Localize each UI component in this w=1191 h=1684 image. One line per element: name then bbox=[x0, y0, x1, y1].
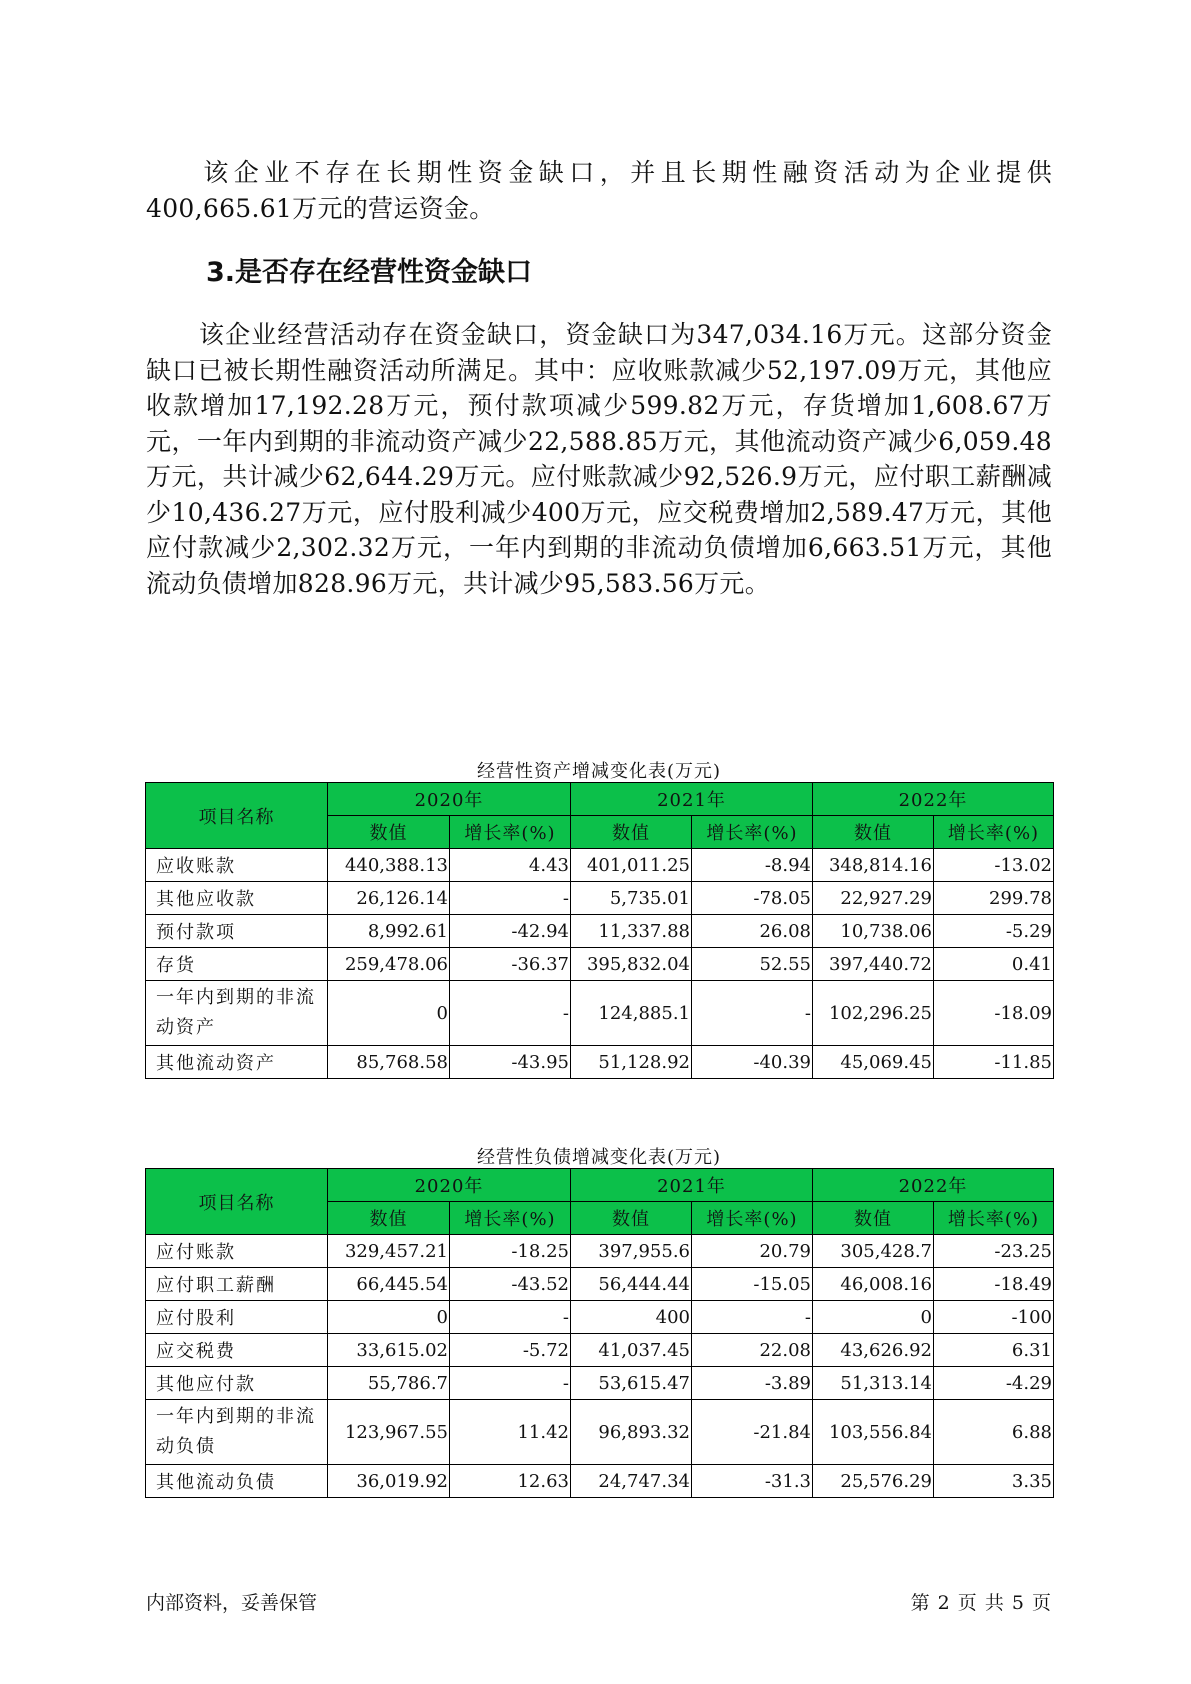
cell-value: 397,955.6 bbox=[571, 1235, 692, 1268]
cell-value: 259,478.06 bbox=[328, 948, 450, 981]
cell-growth-rate: -100 bbox=[934, 1301, 1054, 1334]
cell-growth-rate: - bbox=[450, 1367, 571, 1400]
header-year-2020: 2020年 bbox=[328, 1169, 571, 1202]
footer-confidential-note: 内部资料，妥善保管 bbox=[146, 1592, 318, 1614]
cell-growth-rate: -36.37 bbox=[450, 948, 571, 981]
footer-page-number: 第 2 页 共 5 页 bbox=[910, 1592, 1052, 1614]
row-item-name: 应收账款 bbox=[146, 849, 328, 882]
cell-value: 33,615.02 bbox=[328, 1334, 450, 1367]
cell-value: 8,992.61 bbox=[328, 915, 450, 948]
row-item-name: 其他应收款 bbox=[146, 882, 328, 915]
cell-growth-rate: - bbox=[450, 981, 571, 1046]
cell-growth-rate: -5.72 bbox=[450, 1334, 571, 1367]
row-item-name: 其他流动资产 bbox=[146, 1046, 328, 1079]
paragraph-long-term-gap: 该企业不存在长期性资金缺口，并且长期性融资活动为企业提供400,665.61万元的营运资金。 bbox=[146, 158, 1052, 223]
cell-value: 51,313.14 bbox=[813, 1367, 934, 1400]
cell-value: 96,893.32 bbox=[571, 1400, 692, 1465]
row-item-name: 应交税费 bbox=[146, 1334, 328, 1367]
cell-value: 103,556.84 bbox=[813, 1400, 934, 1465]
section-heading: 3.是否存在经营性资金缺口 bbox=[206, 257, 533, 288]
paragraph-operating-gap: 该企业经营活动存在资金缺口，资金缺口为347,034.16万元。这部分资金缺口已被长期性融资活动所满足。其中：应收账款减少52,197.09万元，其他应收款增加17,192.28万元，预付款项减少599.82万元，存货增加1,608.67万元，一年内到期的非流动资产减少22,588.85万元，其他流动资产减少6,059.48万元，共计减少62,644.29万元。应付账款减少92,526.9万元，应付职工薪酬减少10,436.27万元，应付股利减少400万元，应交税费增加2,589.47万元，其他应付款减少2,302.32万元，一年内到期的非流动负债增加6,663.51万元，其他流动负债增加828.96万元，共计减少95,583.56万元。 bbox=[146, 320, 1052, 598]
table-row bbox=[146, 1334, 1054, 1367]
cell-growth-rate: - bbox=[692, 981, 813, 1046]
cell-value: 46,008.16 bbox=[813, 1268, 934, 1301]
cell-value: 51,128.92 bbox=[571, 1046, 692, 1079]
cell-value: 36,019.92 bbox=[328, 1465, 450, 1498]
row-item-name: 一年内到期的非流动资产 bbox=[146, 981, 328, 1046]
cell-value: 53,615.47 bbox=[571, 1367, 692, 1400]
cell-growth-rate: 4.43 bbox=[450, 849, 571, 882]
row-item-name: 其他应付款 bbox=[146, 1367, 328, 1400]
table-row bbox=[146, 1465, 1054, 1498]
cell-growth-rate: -11.85 bbox=[934, 1046, 1054, 1079]
table-row bbox=[146, 849, 1054, 882]
cell-value: 11,337.88 bbox=[571, 915, 692, 948]
cell-growth-rate: 22.08 bbox=[692, 1334, 813, 1367]
cell-value: 401,011.25 bbox=[571, 849, 692, 882]
header-value: 数值 bbox=[328, 816, 450, 849]
cell-growth-rate: 26.08 bbox=[692, 915, 813, 948]
header-year-2021: 2021年 bbox=[571, 1169, 813, 1202]
cell-value: 43,626.92 bbox=[813, 1334, 934, 1367]
row-item-name: 应付账款 bbox=[146, 1235, 328, 1268]
cell-value: 5,735.01 bbox=[571, 882, 692, 915]
cell-value: 400 bbox=[571, 1301, 692, 1334]
cell-growth-rate: 299.78 bbox=[934, 882, 1054, 915]
cell-value: 397,440.72 bbox=[813, 948, 934, 981]
cell-value: 41,037.45 bbox=[571, 1334, 692, 1367]
row-item-name: 其他流动负债 bbox=[146, 1465, 328, 1498]
row-item-name: 一年内到期的非流动负债 bbox=[146, 1400, 328, 1465]
cell-growth-rate: -42.94 bbox=[450, 915, 571, 948]
cell-growth-rate: -4.29 bbox=[934, 1367, 1054, 1400]
cell-growth-rate: 3.35 bbox=[934, 1465, 1054, 1498]
row-item-name: 应付股利 bbox=[146, 1301, 328, 1334]
cell-growth-rate: -18.25 bbox=[450, 1235, 571, 1268]
row-item-name: 预付款项 bbox=[146, 915, 328, 948]
header-growth: 增长率(%) bbox=[450, 816, 571, 849]
header-value: 数值 bbox=[813, 816, 934, 849]
table-row bbox=[146, 948, 1054, 981]
cell-growth-rate: 6.31 bbox=[934, 1334, 1054, 1367]
header-growth: 增长率(%) bbox=[934, 1202, 1054, 1235]
header-year-2021: 2021年 bbox=[571, 783, 813, 816]
cell-growth-rate: -18.49 bbox=[934, 1268, 1054, 1301]
header-item-name: 项目名称 bbox=[146, 783, 328, 849]
cell-growth-rate: -15.05 bbox=[692, 1268, 813, 1301]
header-value: 数值 bbox=[328, 1202, 450, 1235]
liabilities-table-caption: 经营性负债增减变化表(万元) bbox=[476, 1147, 722, 1168]
cell-growth-rate: 52.55 bbox=[692, 948, 813, 981]
table-row bbox=[146, 1301, 1054, 1334]
table-row bbox=[146, 981, 1054, 1046]
cell-value: 25,576.29 bbox=[813, 1465, 934, 1498]
liabilities-table bbox=[145, 1168, 1054, 1498]
cell-growth-rate: -21.84 bbox=[692, 1400, 813, 1465]
cell-growth-rate: -43.52 bbox=[450, 1268, 571, 1301]
header-growth: 增长率(%) bbox=[934, 816, 1054, 849]
cell-value: 0 bbox=[328, 981, 450, 1046]
table-row bbox=[146, 1268, 1054, 1301]
cell-value: 0 bbox=[813, 1301, 934, 1334]
cell-value: 0 bbox=[328, 1301, 450, 1334]
cell-growth-rate: 12.63 bbox=[450, 1465, 571, 1498]
cell-value: 123,967.55 bbox=[328, 1400, 450, 1465]
cell-value: 440,388.13 bbox=[328, 849, 450, 882]
cell-value: 124,885.1 bbox=[571, 981, 692, 1046]
header-year-2022: 2022年 bbox=[813, 783, 1054, 816]
cell-value: 66,445.54 bbox=[328, 1268, 450, 1301]
cell-growth-rate: - bbox=[450, 1301, 571, 1334]
header-item-name: 项目名称 bbox=[146, 1169, 328, 1235]
header-year-2022: 2022年 bbox=[813, 1169, 1054, 1202]
table-row bbox=[146, 882, 1054, 915]
row-item-name: 应付职工薪酬 bbox=[146, 1268, 328, 1301]
cell-growth-rate: -23.25 bbox=[934, 1235, 1054, 1268]
table-row bbox=[146, 915, 1054, 948]
cell-value: 348,814.16 bbox=[813, 849, 934, 882]
cell-value: 45,069.45 bbox=[813, 1046, 934, 1079]
cell-value: 329,457.21 bbox=[328, 1235, 450, 1268]
cell-value: 55,786.7 bbox=[328, 1367, 450, 1400]
table-row bbox=[146, 1367, 1054, 1400]
assets-table-caption: 经营性资产增减变化表(万元) bbox=[476, 761, 722, 782]
header-value: 数值 bbox=[813, 1202, 934, 1235]
cell-growth-rate: - bbox=[450, 882, 571, 915]
cell-growth-rate: 6.88 bbox=[934, 1400, 1054, 1465]
cell-growth-rate: -40.39 bbox=[692, 1046, 813, 1079]
header-year-2020: 2020年 bbox=[328, 783, 571, 816]
assets-table bbox=[145, 782, 1054, 1079]
header-value: 数值 bbox=[571, 1202, 692, 1235]
table-row bbox=[146, 1235, 1054, 1268]
header-growth: 增长率(%) bbox=[692, 1202, 813, 1235]
cell-growth-rate: 0.41 bbox=[934, 948, 1054, 981]
cell-growth-rate: - bbox=[692, 1301, 813, 1334]
table-row bbox=[146, 1046, 1054, 1079]
cell-growth-rate: -43.95 bbox=[450, 1046, 571, 1079]
cell-growth-rate: -8.94 bbox=[692, 849, 813, 882]
row-item-name: 存货 bbox=[146, 948, 328, 981]
cell-value: 85,768.58 bbox=[328, 1046, 450, 1079]
cell-value: 305,428.7 bbox=[813, 1235, 934, 1268]
cell-value: 10,738.06 bbox=[813, 915, 934, 948]
cell-value: 26,126.14 bbox=[328, 882, 450, 915]
table-row bbox=[146, 1400, 1054, 1465]
liabilities-table-body bbox=[146, 1235, 1054, 1498]
cell-growth-rate: -18.09 bbox=[934, 981, 1054, 1046]
cell-growth-rate: -31.3 bbox=[692, 1465, 813, 1498]
header-growth: 增长率(%) bbox=[692, 816, 813, 849]
cell-growth-rate: -5.29 bbox=[934, 915, 1054, 948]
cell-growth-rate: -13.02 bbox=[934, 849, 1054, 882]
cell-value: 22,927.29 bbox=[813, 882, 934, 915]
cell-value: 395,832.04 bbox=[571, 948, 692, 981]
assets-table-body bbox=[146, 849, 1054, 1079]
header-growth: 增长率(%) bbox=[450, 1202, 571, 1235]
cell-growth-rate: -78.05 bbox=[692, 882, 813, 915]
cell-growth-rate: -3.89 bbox=[692, 1367, 813, 1400]
cell-value: 24,747.34 bbox=[571, 1465, 692, 1498]
cell-growth-rate: 20.79 bbox=[692, 1235, 813, 1268]
cell-value: 102,296.25 bbox=[813, 981, 934, 1046]
cell-value: 56,444.44 bbox=[571, 1268, 692, 1301]
cell-growth-rate: 11.42 bbox=[450, 1400, 571, 1465]
header-value: 数值 bbox=[571, 816, 692, 849]
